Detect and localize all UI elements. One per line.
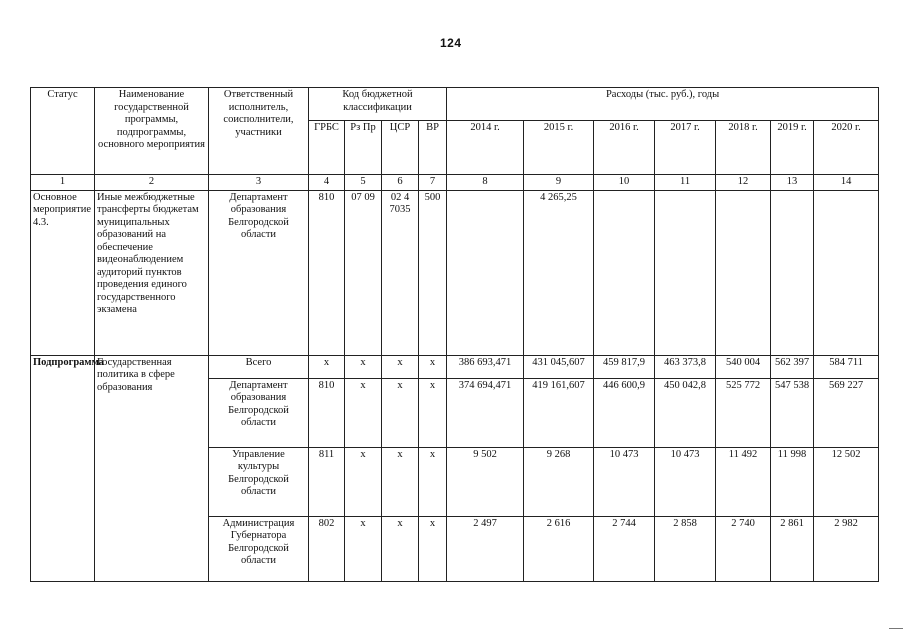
grbs-cell: 802 [309,516,345,581]
main-event-vr: 500 [419,190,447,355]
value-2018: 11 492 [716,447,771,516]
value-2017: 10 473 [655,447,716,516]
main-event-2017 [655,190,716,355]
header-vr: ВР [419,121,447,175]
executor-culture: Управление культуры Белгородской области [209,447,309,516]
executor-department: Департамент образования Белгородской области [209,378,309,447]
value-2018: 540 004 [716,355,771,378]
col-index: 3 [209,175,309,191]
col-index: 6 [382,175,419,191]
csr-cell: х [382,378,419,447]
main-event-rzpr: 07 09 [345,190,382,355]
value-2018: 525 772 [716,378,771,447]
value-2017: 450 042,8 [655,378,716,447]
value-2014: 386 693,471 [447,355,524,378]
col-index: 12 [716,175,771,191]
header-year-2019: 2019 г. [771,121,814,175]
header-year-2014: 2014 г. [447,121,524,175]
value-2020: 12 502 [814,447,879,516]
main-event-csr: 02 4 7035 [382,190,419,355]
main-event-grbs: 810 [309,190,345,355]
value-2020: 584 711 [814,355,879,378]
subprogram-status: Подпрограмма [31,355,95,581]
header-budget-code: Код бюджетной классификации [309,88,447,121]
value-2019: 11 998 [771,447,814,516]
value-2015: 9 268 [524,447,594,516]
main-event-2020 [814,190,879,355]
main-event-2016 [594,190,655,355]
col-index: 1 [31,175,95,191]
rzpr-cell: х [345,447,382,516]
header-row-1 [31,88,879,121]
main-event-2015: 4 265,25 [524,190,594,355]
csr-cell: х [382,355,419,378]
csr-cell: х [382,516,419,581]
col-index: 14 [814,175,879,191]
col-index: 4 [309,175,345,191]
value-2019: 562 397 [771,355,814,378]
value-2020: 2 982 [814,516,879,581]
value-2018: 2 740 [716,516,771,581]
column-index-row [31,175,879,191]
value-2016: 10 473 [594,447,655,516]
value-2019: 547 538 [771,378,814,447]
vr-cell: х [419,378,447,447]
col-index: 2 [95,175,209,191]
header-year-2016: 2016 г. [594,121,655,175]
header-year-2015: 2015 г. [524,121,594,175]
col-index: 11 [655,175,716,191]
value-2015: 419 161,607 [524,378,594,447]
col-index: 13 [771,175,814,191]
page-number: 124 [440,36,462,50]
main-event-name: Иные межбюджетные трансферты бюджетам муниципальных образований на обеспечение видеонаблюдением аудиторий пунктов проведения единого государственного экзамена [95,190,209,355]
header-csr: ЦСР [382,121,419,175]
value-2016: 459 817,9 [594,355,655,378]
csr-cell: х [382,447,419,516]
vr-cell: х [419,516,447,581]
scan-edge-mark [889,628,903,629]
value-2017: 463 373,8 [655,355,716,378]
header-status: Статус [31,88,95,175]
grbs-cell: х [309,355,345,378]
executor-total: Всего [209,355,309,378]
col-index: 8 [447,175,524,191]
vr-cell: х [419,355,447,378]
value-2015: 431 045,607 [524,355,594,378]
col-index: 7 [419,175,447,191]
subprogram-name: Государственная политика в сфере образования [95,355,209,581]
value-2016: 446 600,9 [594,378,655,447]
header-executor: Ответственный исполнитель, соисполнители, участники [209,88,309,175]
main-event-2014 [447,190,524,355]
header-year-2017: 2017 г. [655,121,716,175]
table-row-subprogram-total [31,355,879,378]
value-2014: 374 694,471 [447,378,524,447]
value-2017: 2 858 [655,516,716,581]
executor-governor: Администрация Губернатора Белгородской области [209,516,309,581]
header-year-2018: 2018 г. [716,121,771,175]
main-event-executor: Департамент образования Белгородской области [209,190,309,355]
rzpr-cell: х [345,355,382,378]
header-rzpr: Рз Пр [345,121,382,175]
value-2014: 2 497 [447,516,524,581]
header-year-2020: 2020 г. [814,121,879,175]
value-2016: 2 744 [594,516,655,581]
main-event-status: Основное мероприятие 4.3. [31,190,95,355]
grbs-cell: 811 [309,447,345,516]
header-expenses: Расходы (тыс. руб.), годы [447,88,879,121]
budget-table [30,87,879,582]
col-index: 10 [594,175,655,191]
value-2019: 2 861 [771,516,814,581]
grbs-cell: 810 [309,378,345,447]
rzpr-cell: х [345,516,382,581]
col-index: 5 [345,175,382,191]
value-2014: 9 502 [447,447,524,516]
value-2015: 2 616 [524,516,594,581]
table-row-main-event [31,190,879,355]
header-name: Наименование государственной программы, подпрограммы, основного мероприятия [95,88,209,175]
main-event-2019 [771,190,814,355]
header-grbs: ГРБС [309,121,345,175]
col-index: 9 [524,175,594,191]
vr-cell: х [419,447,447,516]
value-2020: 569 227 [814,378,879,447]
main-event-2018 [716,190,771,355]
rzpr-cell: х [345,378,382,447]
